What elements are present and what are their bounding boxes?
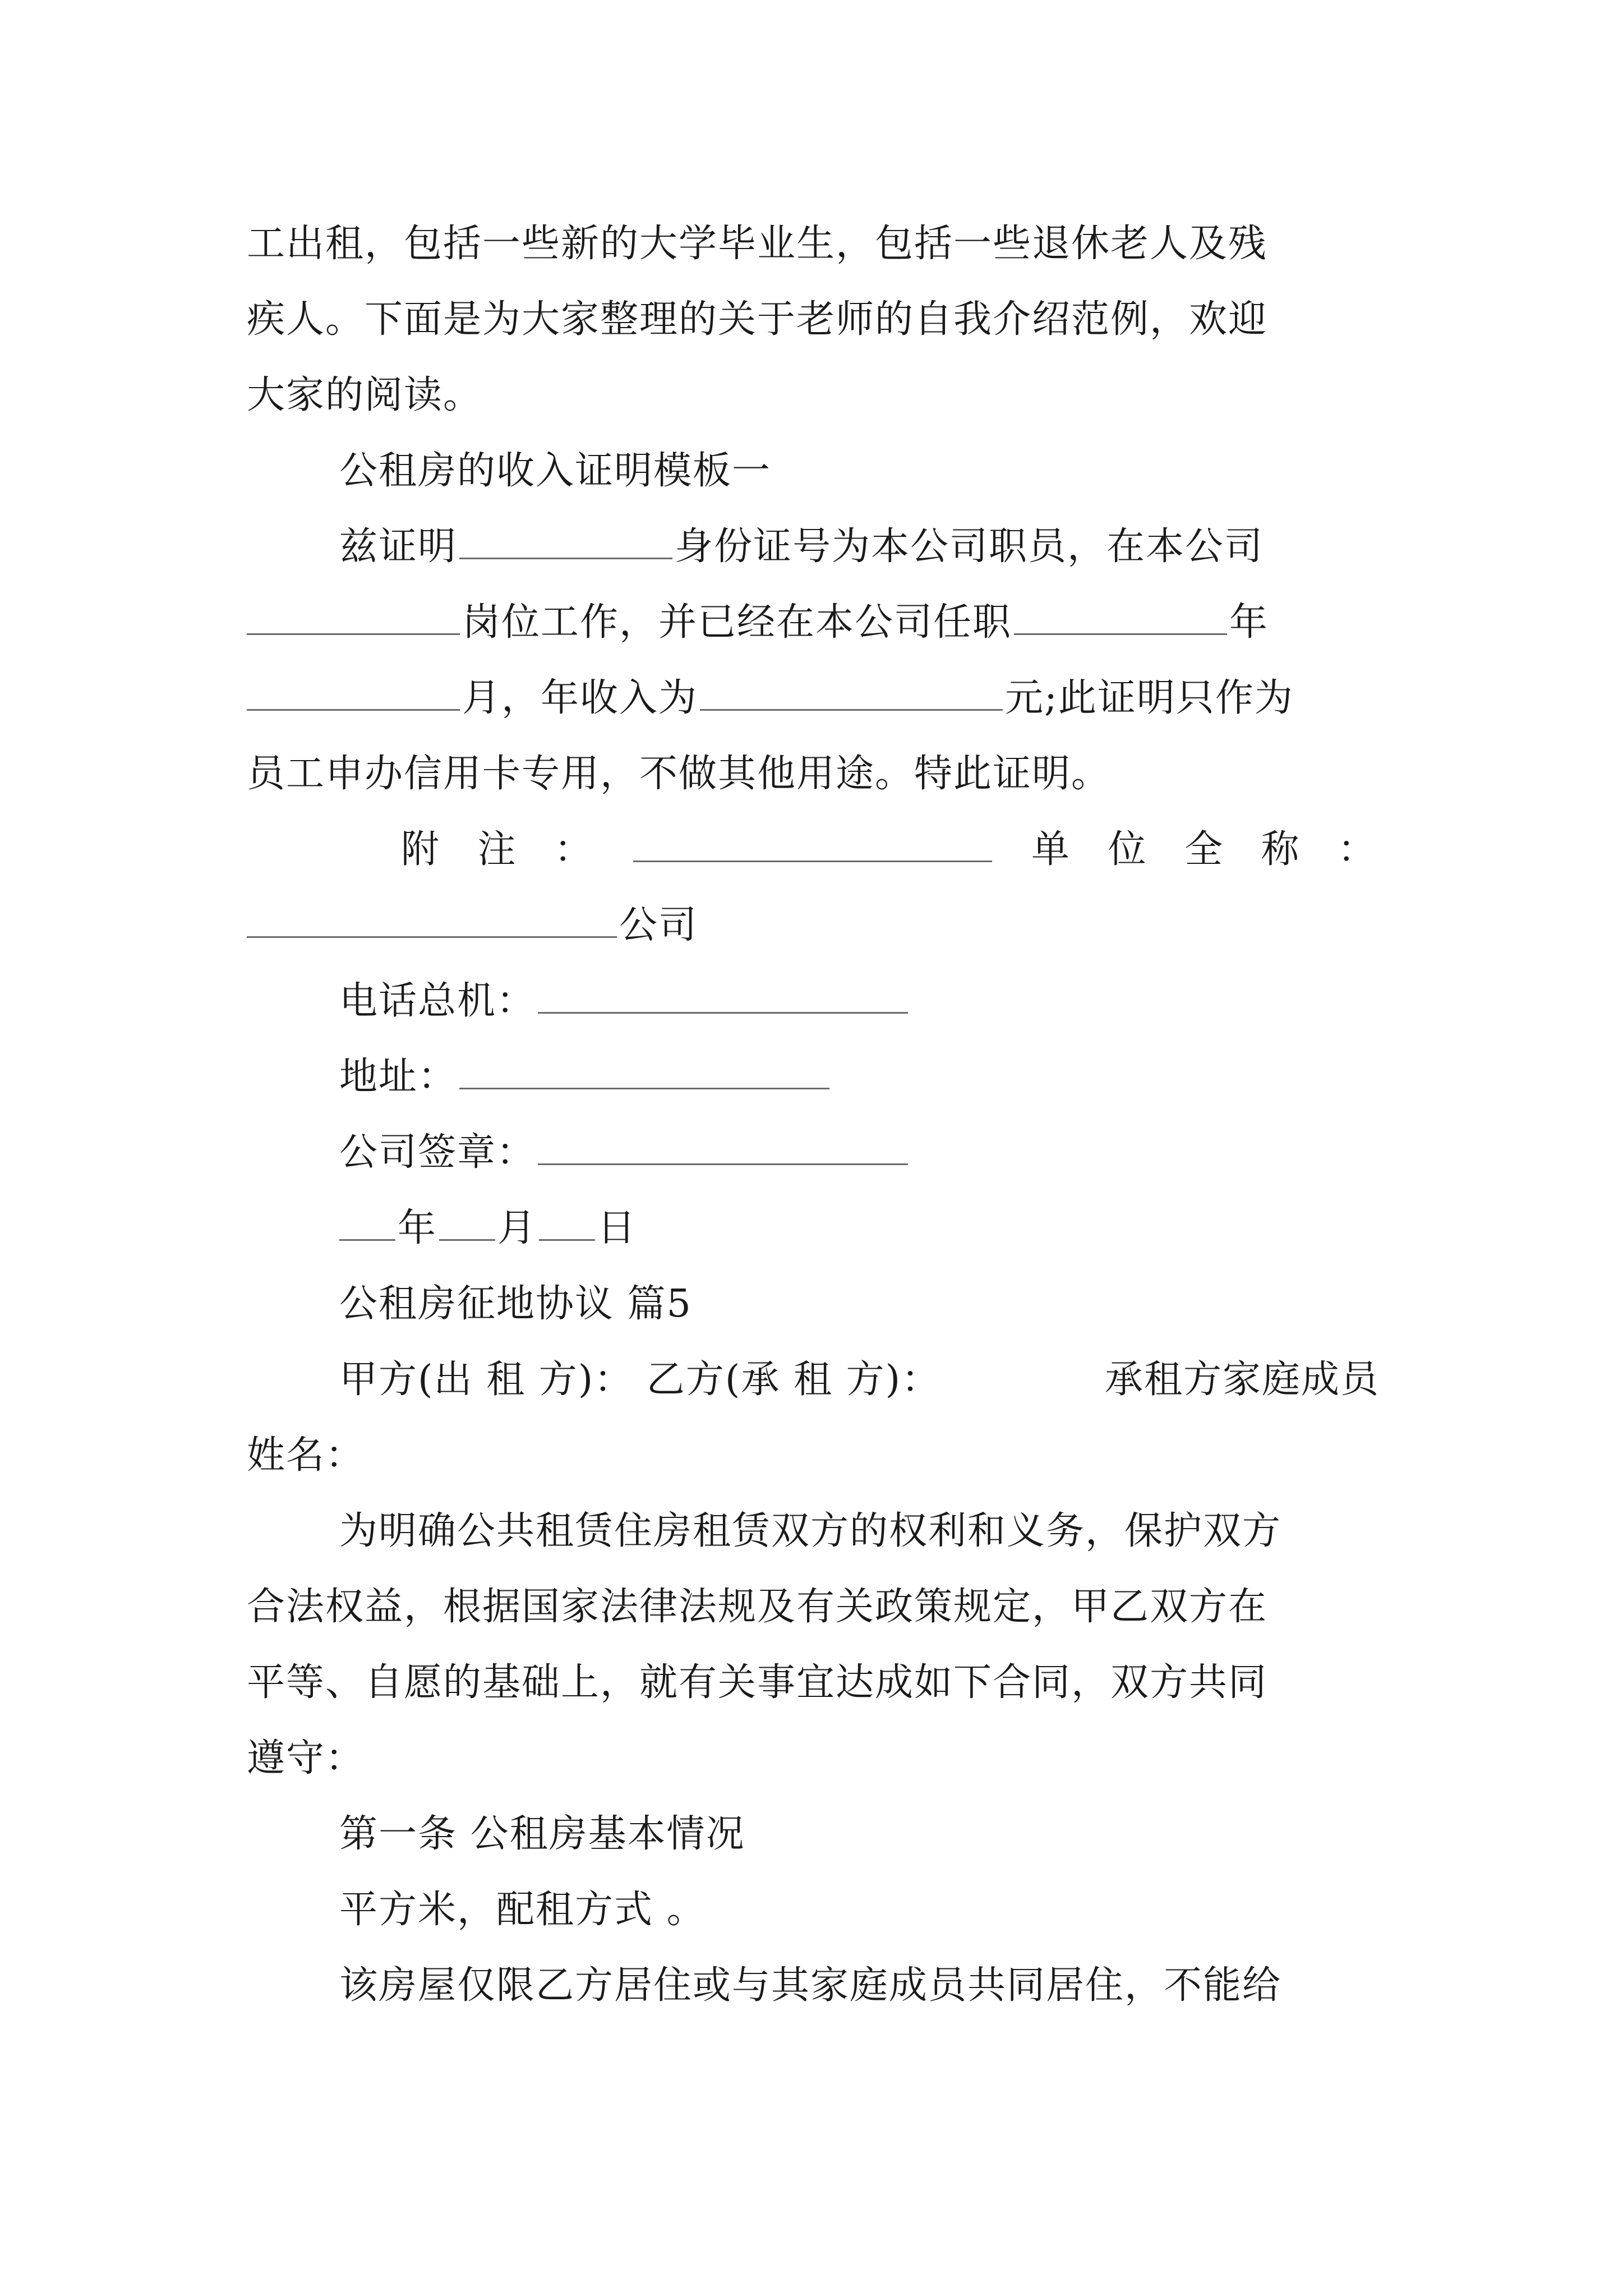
- address-line: [339, 1052, 1380, 1102]
- months-blank: [247, 675, 460, 711]
- income-blank: [700, 675, 1003, 711]
- unit-char: 全: [1184, 827, 1224, 872]
- intro-line-3: 大家的阅读。: [247, 373, 483, 417]
- address-label: 地址：: [339, 1055, 458, 1099]
- position-blank: [247, 600, 460, 635]
- company-name-blank: [247, 903, 617, 938]
- cert-text: 月，年收入为: [462, 676, 698, 720]
- article1-line-2: 该房屋仅限乙方居住或与其家庭成员共同居住，不能给: [339, 1963, 1282, 2008]
- parties-right: 承租方家庭成员: [1104, 1358, 1380, 1402]
- article1-line-1: 平方米，配租方式 。: [339, 1888, 706, 1932]
- note-char: ：: [554, 827, 594, 872]
- note-unit-line: [401, 825, 1377, 875]
- name-blank: [459, 524, 672, 559]
- address-blank: [459, 1054, 829, 1089]
- preamble-line-3: 平等、自愿的基础上，就有关事宜达成如下合同，双方共同: [247, 1660, 1268, 1705]
- intro-line-1: 工出租，包括一些新的大学毕业生，包括一些退休老人及残: [247, 222, 1268, 266]
- parties-line-2: 姓名：: [247, 1433, 365, 1478]
- seal-blank: [538, 1130, 908, 1165]
- preamble-line-1: 为明确公共租赁住房租赁双方的权利和义务，保护双方: [339, 1509, 1282, 1553]
- template-title: 公租房的收入证明模板一: [339, 449, 772, 493]
- years-blank: [1014, 600, 1227, 635]
- certificate-line-3: [247, 673, 1380, 724]
- phone-line: [339, 976, 1380, 1027]
- certificate-line-2: [247, 597, 1380, 648]
- preamble-line-4: 遵守：: [247, 1736, 365, 1780]
- phone-blank: [538, 978, 908, 1014]
- note-char: 附: [401, 827, 441, 872]
- preamble-line-2: 合法权益，根据国家法律法规及有关政策规定，甲乙双方在: [247, 1585, 1268, 1629]
- cert-text: 身份证号为本公司职员，在本公司: [675, 524, 1264, 569]
- year-blank: [339, 1205, 395, 1241]
- cert-text: 年: [1229, 600, 1269, 645]
- month-blank: [439, 1205, 495, 1241]
- article1-title: 第一条 公租房基本情况: [339, 1812, 745, 1856]
- unit-char: 称: [1261, 827, 1301, 872]
- day-label: 日: [597, 1206, 637, 1250]
- seal-line: [339, 1128, 1380, 1178]
- company-name-line: [247, 900, 1380, 951]
- company-suffix: 公司: [619, 903, 698, 947]
- year-label: 年: [398, 1206, 437, 1250]
- seal-label: 公司签章：: [339, 1130, 536, 1175]
- cert-text: 岗位工作，并已经在本公司任职: [462, 600, 1012, 645]
- unit-char: 位: [1108, 827, 1147, 872]
- parties-left: 甲方(出 租 方)： 乙方(承 租 方)：: [339, 1358, 941, 1402]
- date-line: [339, 1203, 1380, 1254]
- intro-line-2: 疾人。下面是为大家整理的关于老师的自我介绍范例，欢迎: [247, 297, 1268, 342]
- agreement-title: 公租房征地协议 篇5: [339, 1282, 692, 1326]
- note-char: 注: [477, 827, 517, 872]
- unit-char: 单: [1031, 827, 1071, 872]
- certificate-line-1: [339, 522, 1380, 572]
- day-blank: [539, 1205, 595, 1241]
- parties-line: [339, 1355, 1380, 1405]
- certificate-line-4: 员工申办信用卡专用，不做其他用途。特此证明。: [247, 752, 1111, 796]
- note-blank: [633, 827, 992, 862]
- month-label: 月: [497, 1206, 537, 1250]
- phone-label: 电话总机：: [339, 979, 536, 1023]
- unit-char: ：: [1337, 827, 1377, 872]
- cert-text: 元;此证明只作为: [1005, 676, 1294, 720]
- cert-text: 兹证明: [339, 524, 458, 569]
